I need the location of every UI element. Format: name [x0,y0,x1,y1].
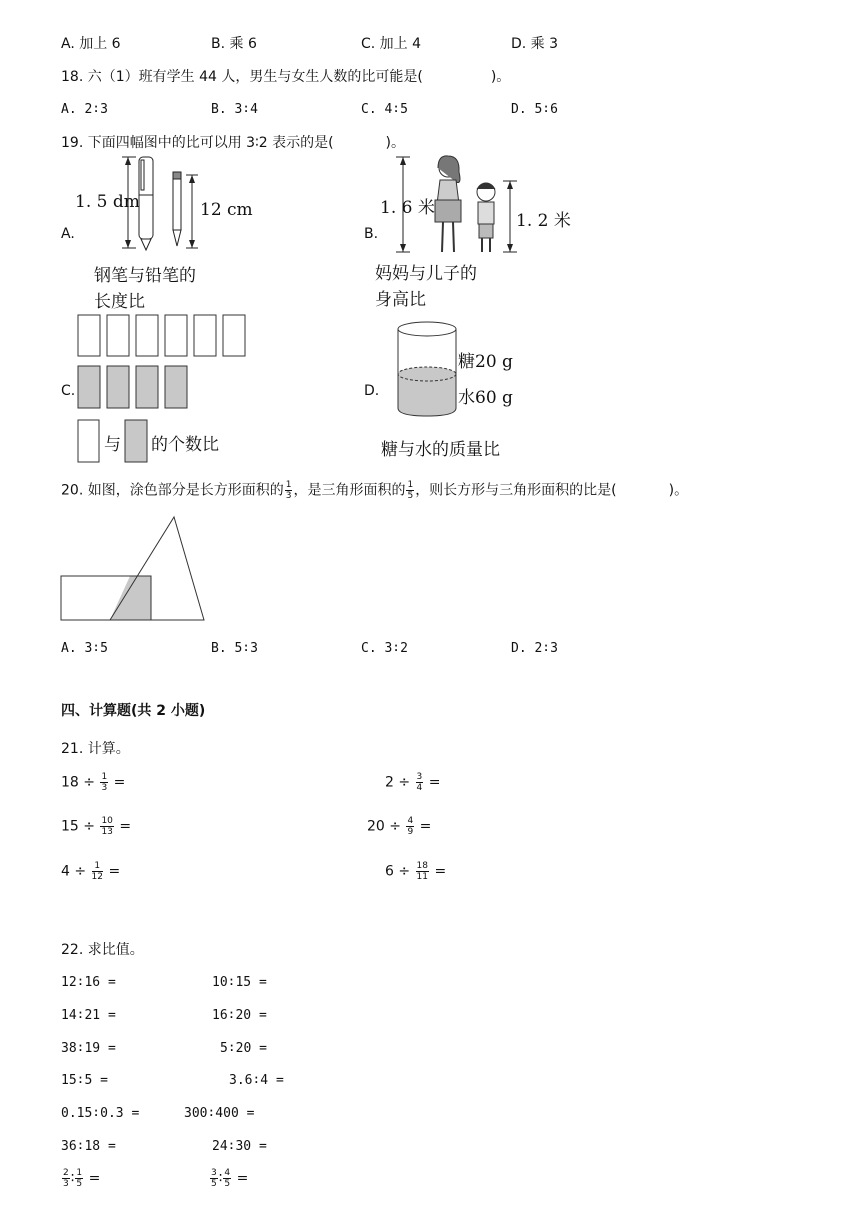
q22-right-1: 10∶15 = [212,975,267,990]
q19-b-label: B. [364,226,379,242]
q20-part1: 20. 如图，涂色部分是长方形面积的 [61,482,284,499]
q20-part2: ，是三角形面积的 [293,482,406,499]
sugar-mass-label: 糖20 g [458,352,513,372]
q22-right-5: 300∶400 = [184,1106,255,1121]
q22-right-3: 5∶20 = [220,1041,267,1056]
q22-right-4: 3.6∶4 = [229,1073,284,1088]
q22-right-2: 16∶20 = [212,1008,267,1023]
q19-c-and: 与 [104,435,121,455]
q20-fraction-2: $\frac{1}{5}$ [407,480,414,501]
q17-option-a: A. 加上 6 [61,36,121,52]
pen-length-label: 1. 5 dm [75,192,140,212]
q22-left-7: $\frac{2}{3}$ ∶ $\frac{1}{5}$ = [63,1168,101,1189]
q21-title: 21. 计算。 [61,741,130,757]
q17-option-b: B. 乘 6 [211,36,257,52]
q21-item-1: 18 ÷ $\frac{1}{3}$ = [61,772,126,793]
q17-option-d: D. 乘 3 [511,36,559,52]
q18-option-d: D. 5∶6 [511,102,558,117]
q19-a-label: A. [61,226,75,242]
son-height-label: 1. 2 米 [516,211,571,231]
q22-left-1: 12∶16 = [61,975,116,990]
q21-item-3: 15 ÷ $\frac{10}{13}$ = [61,816,132,837]
q21-item-2: 2 ÷ $\frac{3}{4}$ = [385,772,441,793]
q19-a-caption-line2: 长度比 [94,292,145,312]
q22-left-4: 15∶5 = [61,1073,108,1088]
q19-d-caption: 糖与水的质量比 [381,440,500,460]
q22-title: 22. 求比值。 [61,942,144,958]
q19-b-caption-line1: 妈妈与儿子的 [375,264,477,284]
q20-fraction-1: $\frac{1}{3}$ [285,480,292,501]
q18-option-a: A. 2∶3 [61,102,108,117]
q19-c-caption: 的个数比 [151,435,219,455]
q18-stem: 18. 六（1）班有学生 44 人，男生与女生人数的比可能是( [61,69,423,85]
q22-left-2: 14∶21 = [61,1008,116,1023]
q21-item-5: 4 ÷ $\frac{1}{12}$ = [61,861,121,882]
q22-left-3: 38∶19 = [61,1041,116,1056]
shaded-region [110,576,151,620]
q18-option-c: C. 4∶5 [361,102,408,117]
q20-stem-end: )。 [668,482,689,499]
q20-option-d: D. 2∶3 [511,641,558,656]
q19-stem-end: )。 [385,135,406,151]
q17-option-c: C. 加上 4 [361,36,422,52]
pencil-length-label: 12 cm [200,200,253,220]
q18-stem-end: )。 [490,69,511,85]
q20-option-a: A. 3∶5 [61,641,108,656]
q19-d-label: D. [364,383,380,399]
q20-option-c: C. 3∶2 [361,641,408,656]
q18-option-b: B. 3∶4 [211,102,258,117]
water-mass-label: 水60 g [458,388,513,408]
q21-item-4: 20 ÷ $\frac{4}{9}$ = [367,816,432,837]
section-4-title: 四、计算题(共 2 小题) [61,703,206,719]
q19-a-caption-line1: 钢笔与铅笔的 [94,266,196,286]
q20-part3: ，则长方形与三角形面积的比是( [415,482,617,499]
q21-item-6: 6 ÷ $\frac{18}{11}$ = [385,861,447,882]
q20-option-b: B. 5∶3 [211,641,258,656]
mother-height-label: 1. 6 米 [380,198,435,218]
q22-right-6: 24∶30 = [212,1139,267,1154]
q19-c-label: C. [61,383,76,399]
q22-left-6: 36∶18 = [61,1139,116,1154]
q22-left-5: 0.15∶0.3 = [61,1106,140,1121]
q19-stem: 19. 下面四幅图中的比可以用 3∶2 表示的是( [61,135,334,151]
q19-b-caption-line2: 身高比 [375,290,426,310]
q22-right-7: $\frac{3}{5}$ ∶ $\frac{4}{5}$ = [211,1168,249,1189]
